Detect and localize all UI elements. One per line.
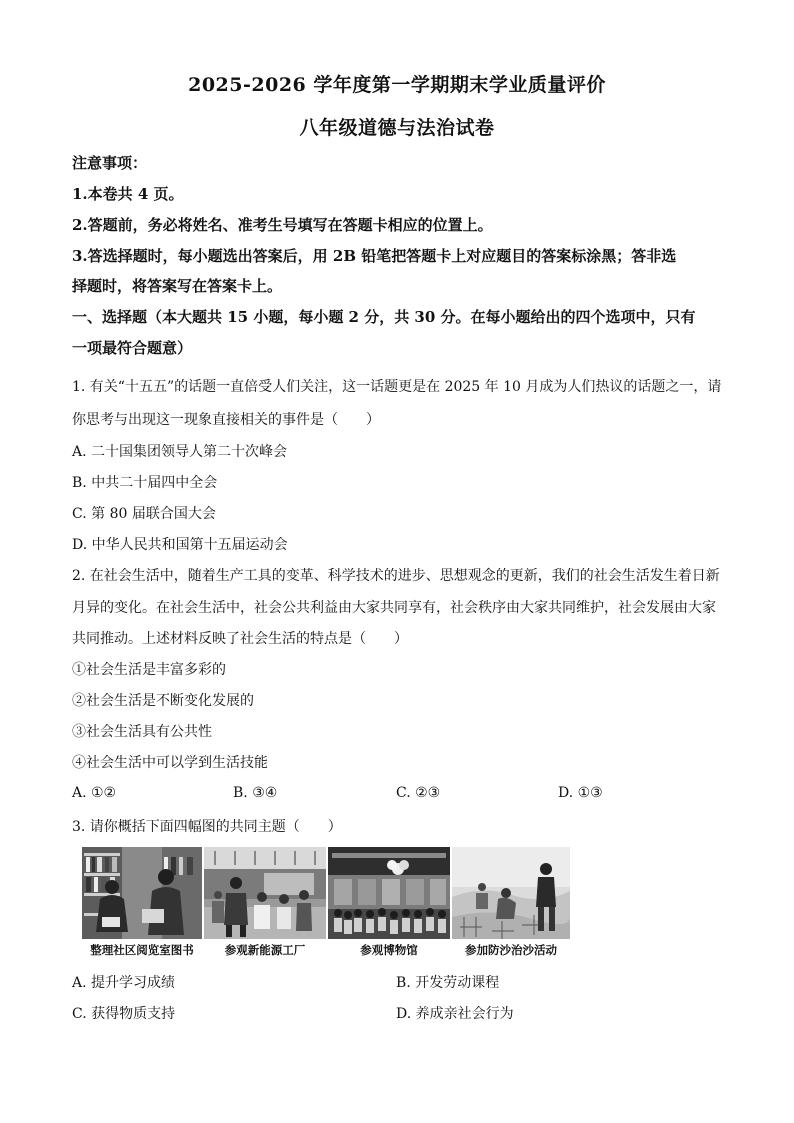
caption-factory: 参观新能源工厂 [224, 943, 306, 957]
q3-option-d: D. 养成亲社会行为 [396, 1006, 514, 1022]
q2-option-b: B. ③④ [233, 785, 278, 801]
q3-option-b: B. 开发劳动课程 [396, 975, 500, 991]
q1-option-c: C. 第 80 届联合国大会 [72, 506, 216, 522]
notice-heading: 注意事项： [72, 154, 148, 172]
q2-statement-2: ②社会生活是不断变化发展的 [72, 693, 254, 709]
caption-desert: 参加防沙治沙活动 [465, 943, 557, 957]
section-heading-cont: 一项最符合题意） [72, 339, 193, 357]
notice-item-2: 2.答题前，务必将姓名、准考生号填写在答题卡相应的位置上。 [72, 216, 493, 234]
q3-photo-strip [82, 847, 570, 962]
photo-desert [452, 847, 570, 939]
q3-option-c: C. 获得物质支持 [72, 1006, 176, 1022]
q1-option-a: A. 二十国集团领导人第二十次峰会 [72, 444, 288, 460]
q2-stem: 2. 在社会生活中，随着生产工具的变革、科学技术的进步、思想观念的更新，我们的社会生活发生着日新 [72, 568, 720, 584]
q2-statement-3: ③社会生活具有公共性 [72, 724, 212, 740]
q2-option-c: C. ②③ [396, 785, 441, 801]
notice-item-3: 3.答选择题时，每小题选出答案后，用 2B 铅笔把答题卡上对应题目的答案标涂黑；答非选 [72, 247, 677, 265]
exam-subtitle: 八年级道德与法治试卷 [299, 117, 495, 139]
q2-stem-cont2: 共同推动。上述材料反映了社会生活的特点是（ ） [72, 631, 408, 647]
exam-title: 2025-2026 学年度第一学期期末学业质量评价 [188, 74, 606, 96]
photo-factory [204, 847, 326, 939]
caption-museum: 参观博物馆 [360, 943, 418, 957]
q3-option-a: A. 提升学习成绩 [72, 975, 176, 991]
section-heading: 一、选择题（本大题共 15 小题，每小题 2 分，共 30 分。在每小题给出的四个选项中，只有 [72, 308, 696, 326]
notice-item-3-cont: 择题时，将答案写在答案卡上。 [72, 277, 283, 295]
q1-option-d: D. 中华人民共和国第十五届运动会 [72, 537, 288, 553]
q2-stem-cont1: 月异的变化。在社会生活中，社会公共利益由大家共同享有，社会秩序由大家共同维护，社会发展由大家 [72, 600, 716, 616]
q2-statement-1: ①社会生活是丰富多彩的 [72, 662, 226, 678]
q2-option-d: D. ①③ [558, 785, 603, 801]
q1-stem-cont: 你思考与出现这一现象直接相关的事件是（ ） [72, 412, 380, 428]
q2-option-a: A. ①② [72, 785, 117, 801]
photo-library [82, 847, 202, 939]
q1-option-b: B. 中共二十届四中全会 [72, 475, 218, 491]
q1-stem: 1. 有关“十五五”的话题一直倍受人们关注，这一话题更是在 2025 年 10 月成为人们热议的话题之一，请 [72, 379, 722, 395]
photo-museum [328, 847, 450, 939]
caption-library: 整理社区阅览室图书 [90, 943, 194, 957]
q3-stem: 3. 请你概括下面四幅图的共同主题（ ） [72, 819, 342, 835]
notice-item-1: 1.本卷共 4 页。 [72, 185, 184, 203]
q2-statement-4: ④社会生活中可以学到生活技能 [72, 755, 268, 771]
